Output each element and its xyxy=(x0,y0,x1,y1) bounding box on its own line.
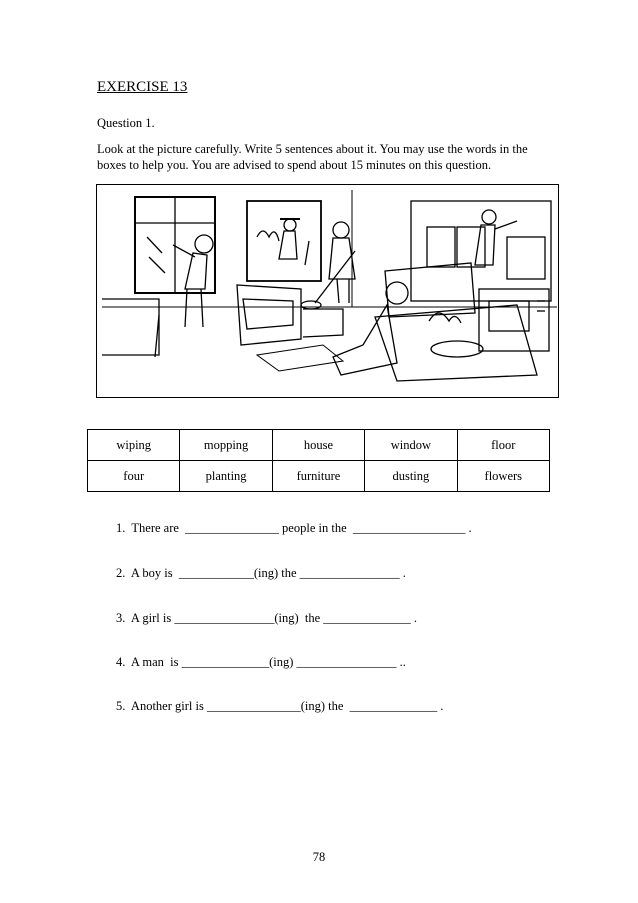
word-cell: wiping xyxy=(88,430,180,461)
word-cell: floor xyxy=(457,430,549,461)
word-box-table xyxy=(87,429,550,492)
sentence-item: 5. Another girl is _______________(ing) the ______________ . xyxy=(116,699,444,713)
sentence-item: 3. A girl is ________________(ing) the ______________ . xyxy=(116,611,418,625)
word-cell: dusting xyxy=(365,461,457,492)
sentence-item: 2. A boy is ____________(ing) the ________________ . xyxy=(116,566,406,580)
sentence-item: 1. There are _______________ people in the __________________ . xyxy=(116,521,472,535)
word-cell: flowers xyxy=(457,461,549,492)
exercise-title: EXERCISE 13 xyxy=(97,79,188,95)
word-cell: furniture xyxy=(272,461,364,492)
word-cell: four xyxy=(88,461,180,492)
word-cell: house xyxy=(272,430,364,461)
sentence-item: 4. A man is ______________(ing) ________________ .. xyxy=(116,655,406,669)
word-box-row xyxy=(88,461,550,492)
word-cell: window xyxy=(365,430,457,461)
word-box-row xyxy=(88,430,550,461)
instructions-text: Look at the picture carefully. Write 5 sentences about it. You may use the words in the boxes to help you. You are advised to spend about 15 minutes on this question. xyxy=(97,142,528,172)
word-cell: mopping xyxy=(180,430,272,461)
illustration-house-cleaning xyxy=(96,184,559,398)
question-label: Question 1. xyxy=(97,116,155,130)
page-number: 78 xyxy=(312,850,326,864)
word-cell: planting xyxy=(180,461,272,492)
